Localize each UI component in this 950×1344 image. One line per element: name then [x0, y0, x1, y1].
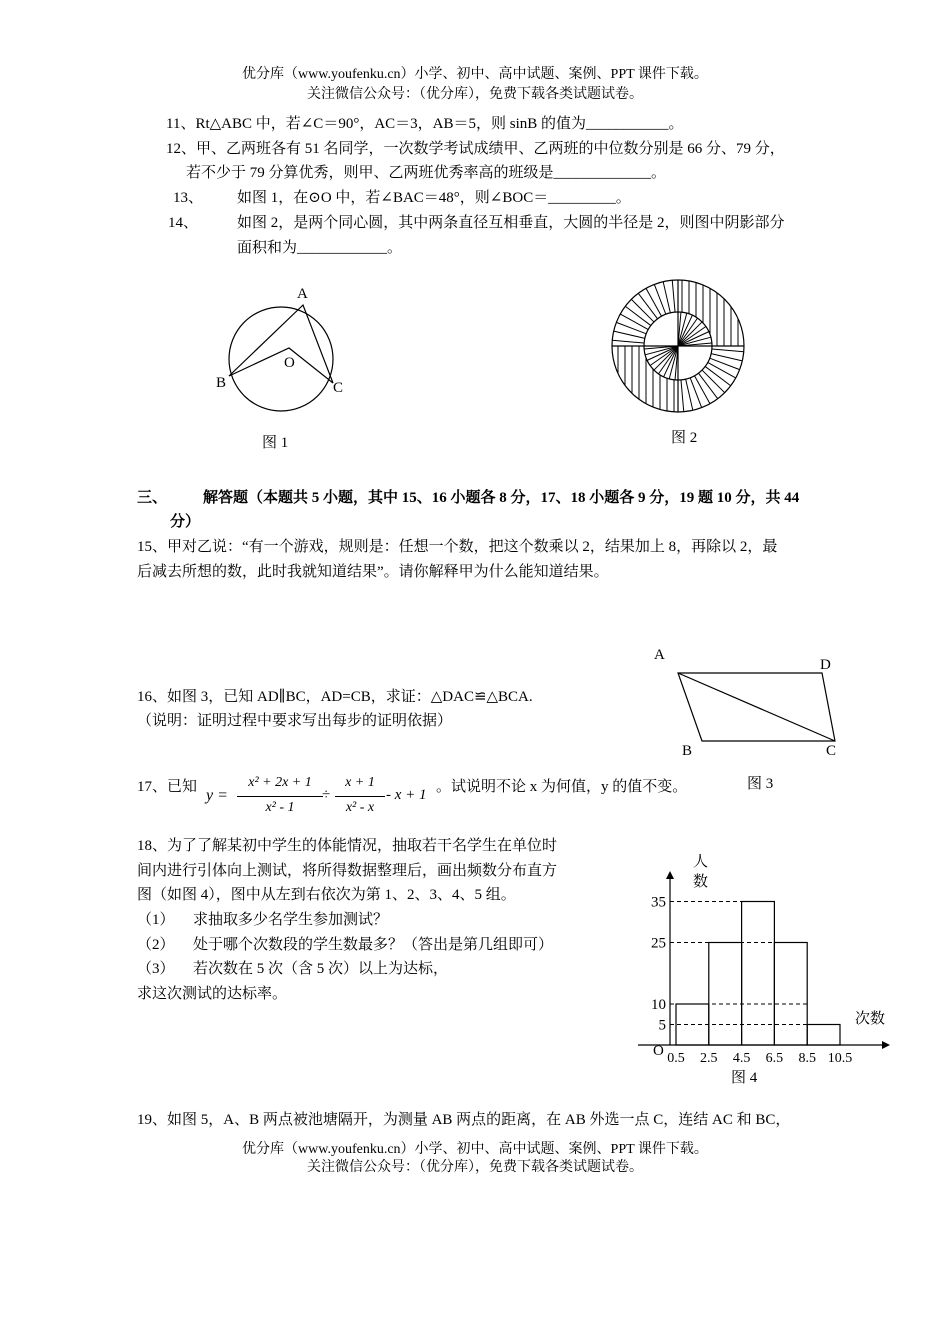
histogram-x-tick-label: 2.5 — [700, 1051, 718, 1066]
histogram-y-tick-label: 25 — [651, 935, 666, 952]
footer-line-2: 关注微信公众号：（优分库），免费下载各类试题试卷。 — [307, 1160, 643, 1175]
figure-1-label-b: B — [216, 375, 227, 391]
formula-fraction-bar-2 — [335, 796, 385, 797]
histogram-bar-4 — [774, 943, 807, 1046]
histogram-origin-label: O — [653, 1043, 664, 1059]
histogram-x-tick-label: 8.5 — [798, 1051, 816, 1066]
figure-2-hatch-line — [711, 354, 742, 361]
histogram-x-label: 次数 — [855, 1011, 886, 1027]
histogram-x-tick-label: 4.5 — [732, 1051, 751, 1066]
figure-1-label-o: O — [284, 355, 295, 371]
question-15-line-2: 后减去所想的数，此时我就知道结果”。请你解释甲为什么能知道结果。 — [137, 564, 609, 580]
figure-2-hatch-line — [712, 349, 744, 352]
figure-2-hatch-line — [663, 282, 670, 313]
histogram-y-tick-label: 5 — [658, 1017, 666, 1034]
figure-2-hatch-line — [710, 358, 740, 369]
footer-line-1: 优分库（www.youfenku.cn）小学、初中、高中试题、案例、PPT 课件下载。 — [242, 1142, 708, 1157]
figure-2-hatch-line — [638, 293, 657, 319]
question-18-sub-1-number: （1） — [137, 912, 175, 928]
question-11: 11、Rt△ABC 中，若∠C＝90°，AC＝3，AB＝5，则 sinB 的值为___________。 — [166, 116, 684, 132]
formula-numerator-2: x + 1 — [345, 775, 375, 790]
figure-3-label-d: D — [820, 657, 831, 673]
figure-2-hatch-line — [646, 288, 662, 316]
figure-2-concentric-circles — [608, 278, 748, 418]
figure-2-hatch-line — [654, 284, 665, 314]
figure-2-hatch-line — [614, 331, 645, 338]
figure-2-hatch-line — [690, 378, 701, 408]
question-14-number: 14、 — [168, 215, 199, 231]
histogram-y-tick-label: 10 — [651, 997, 666, 1013]
question-18-sub-3: 若次数在 5 次（含 5 次）以上为达标， — [193, 961, 449, 977]
question-18-sub-1: 求抽取多少名学生参加测试？ — [193, 912, 389, 928]
formula-numerator-1: x² + 2x + 1 — [248, 775, 312, 790]
histogram-x-tick-label: 6.5 — [765, 1051, 784, 1066]
figure-3-label-a: A — [654, 647, 665, 663]
header-line-1: 优分库（www.youfenku.cn）小学、初中、高中试题、案例、PPT 课件下载。 — [242, 67, 708, 82]
histogram-y-tick-label: 35 — [651, 894, 666, 911]
question-18-sub-2-number: （2） — [137, 937, 175, 953]
question-18-line-3: 图（如图 4），图中从左到右依次为第 1、2、3、4、5 组。 — [137, 887, 516, 903]
figure-2-hatch-line — [686, 379, 693, 410]
figure-2-hatch-line — [698, 373, 717, 399]
formula-divide-sign: ÷ — [322, 787, 331, 803]
question-17-suffix: 。试说明不论 x 为何值，y 的值不变。 — [436, 779, 688, 795]
question-16-line-1: 16、如图 3，已知 AD∥BC，AD=CB，求证：△DAC≌△BCA. — [137, 689, 533, 705]
figure-3-parallelogram — [650, 642, 850, 792]
section-3-line-1: 解答题（本题共 5 小题，其中 15、16 小题各 8 分，17、18 小题各 9 分，19 题 10 分，共 44 — [203, 490, 800, 506]
histogram-x-tick-label: 10.5 — [827, 1051, 853, 1066]
figure-2-hatch-line — [612, 340, 644, 343]
question-18-line-2: 间内进行引体向上测试，将所得数据整理后，画出频数分布直方 — [137, 863, 558, 879]
formula-fraction-bar-1 — [237, 796, 323, 797]
question-13-text: 如图 1，在⊙O 中，若∠BAC＝48°，则∠BOC＝_________。 — [237, 190, 631, 206]
question-18-last-line: 求这次测试的达标率。 — [137, 986, 288, 1002]
figure-1-label-a: A — [297, 286, 308, 302]
figure-2-hatch-line — [631, 299, 654, 322]
histogram-y-label-2: 数 — [693, 874, 709, 890]
section-3-line-2: 分） — [170, 514, 201, 530]
figure-3-caption: 图 3 — [747, 776, 774, 792]
formula-denominator-2: x² - x — [345, 800, 375, 815]
histogram-y-arrow — [666, 871, 674, 879]
histogram-x-arrow — [882, 1041, 890, 1049]
histogram-caption: 图 4 — [731, 1070, 758, 1086]
question-14-line-2: 面积和为____________。 — [237, 240, 403, 256]
section-3-number: 三、 — [137, 490, 168, 506]
question-18-sub-2: 处于哪个次数段的学生数最多？（答出是第几组即可） — [193, 937, 554, 953]
figure-1-circle-diagram — [200, 280, 360, 450]
question-15-line-1: 15、甲对乙说：“有一个游戏，规则是：任想一个数，把这个数乘以 2，结果加上 8，再除以 2，最 — [137, 539, 778, 555]
histogram-bar-5 — [807, 1025, 840, 1046]
question-18-line-1: 18、为了了解某初中学生的体能情况，抽取若干名学生在单位时 — [137, 838, 558, 854]
formula-y-equals: y = — [206, 787, 228, 804]
figure-1-caption: 图 1 — [262, 435, 289, 451]
figure-2-hatch-line — [702, 370, 725, 393]
figure-2-caption: 图 2 — [671, 430, 698, 446]
question-12-line-2: 若不少于 79 分算优秀，则甲、乙两班优秀率高的班级是_____________。 — [186, 165, 667, 181]
question-17-prefix: 17、已知 — [137, 779, 198, 795]
figure-2-hatch-line — [620, 314, 648, 330]
formula-tail: - x + 1 — [386, 787, 427, 803]
figure-2-hatch-line — [708, 362, 736, 378]
figure-3-label-b: B — [682, 743, 693, 759]
formula-denominator-1: x² - 1 — [265, 800, 295, 815]
figure-3-label-c: C — [826, 743, 837, 759]
question-19: 19、如图 5，A、B 两点被池塘隔开，为测量 AB 两点的距离，在 AB 外选一点 C，连结 AC 和 BC， — [137, 1112, 791, 1128]
histogram-bar-2 — [709, 943, 742, 1046]
histogram-x-tick-label: 0.5 — [667, 1051, 685, 1066]
figure-2-hatch-line — [672, 280, 675, 312]
figure-2-hatch-line — [705, 366, 731, 385]
question-18-sub-3-number: （3） — [137, 961, 175, 977]
figure-2-hatch-line — [625, 306, 651, 325]
figure-2-hatch-line — [616, 322, 646, 333]
figure-1-label-c: C — [333, 380, 344, 396]
question-14-line-1: 如图 2，是两个同心圆，其中两条直径互相垂直，大圆的半径是 2，则图中阴影部分 — [237, 215, 785, 231]
question-16-line-2: （说明：证明过程中要求写出每步的证明依据） — [137, 713, 453, 729]
figure-4-histogram — [630, 845, 900, 1090]
figure-2-hatch-line — [694, 376, 710, 404]
histogram-y-label-1: 人 — [693, 854, 709, 870]
figure-2-hatch-line — [681, 380, 684, 412]
histogram-bar-3 — [742, 902, 775, 1046]
header-line-2: 关注微信公众号：（优分库），免费下载各类试题试卷。 — [307, 87, 643, 102]
question-12-line-1: 12、甲、乙两班各有 51 名同学，一次数学考试成绩甲、乙两班的中位数分别是 66 分、79 分， — [166, 141, 785, 157]
question-13-number: 13、 — [173, 190, 204, 206]
